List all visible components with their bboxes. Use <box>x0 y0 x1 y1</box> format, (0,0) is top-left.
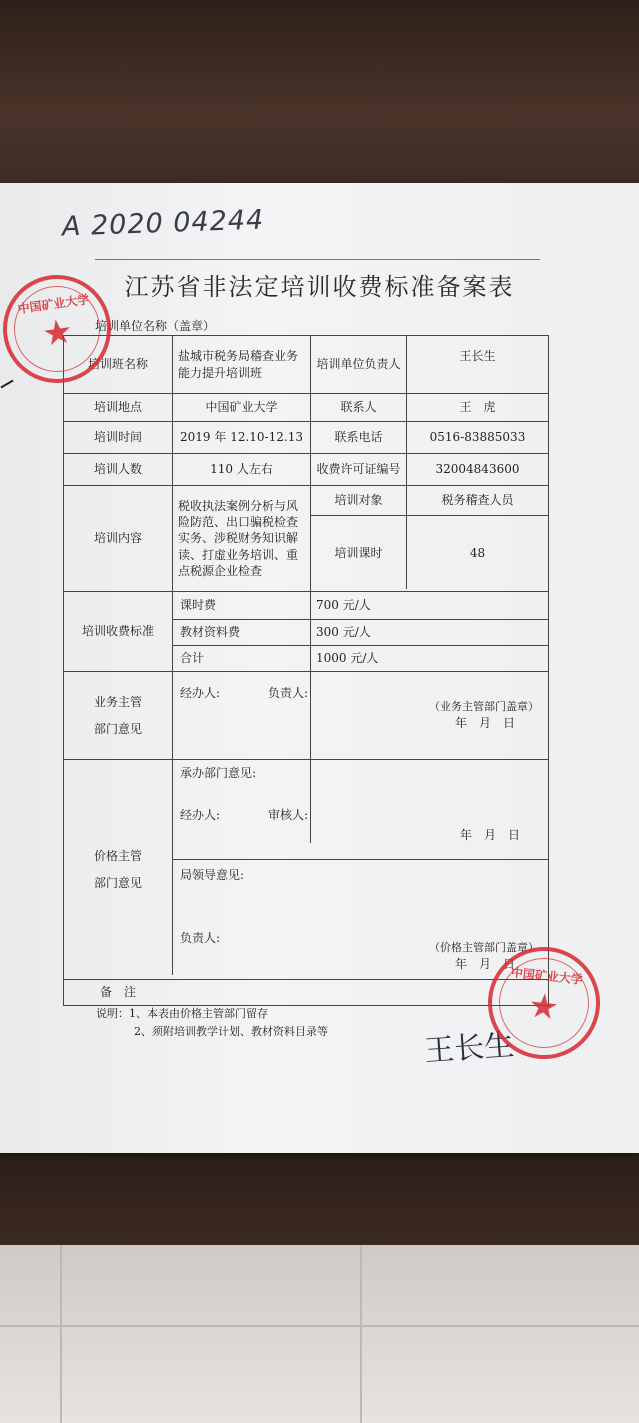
undertake-label: 承办部门意见: <box>180 765 257 780</box>
business-handler-label: 经办人: <box>180 685 221 700</box>
phone-value: 0516-83885033 <box>429 430 526 445</box>
license-value: 32004843600 <box>435 462 520 477</box>
contact-label: 联系人 <box>340 400 377 415</box>
location-value: 中国矿业大学 <box>205 400 278 415</box>
content-value: 税收执法案例分析与风险防范、出口骗税检查实务、涉税财务知识解读、打虚业务培训、重点税源企业检查 <box>178 499 299 578</box>
red-seal-bottom: 中国矿业大学 ★ <box>482 941 605 1064</box>
business-date: 年 月 日 <box>454 715 515 730</box>
phone-label: 联系电话 <box>334 430 383 445</box>
form-title: 江苏省非法定培训收费标准备案表 <box>124 273 515 301</box>
floor-background <box>0 1245 639 1423</box>
time-label: 培训时间 <box>93 430 142 445</box>
fee-label: 培训收费标准 <box>81 624 154 639</box>
leader-value: 王长生 <box>459 348 496 363</box>
fee-row-label: 合计 <box>180 651 205 666</box>
hours-value: 48 <box>469 546 486 561</box>
form-paper <box>0 183 639 1153</box>
price-date: 年 月 日 <box>454 956 515 971</box>
fee-row-value: 1000 元/人 <box>316 651 379 666</box>
leader-label: 培训单位负责人 <box>316 357 401 372</box>
corner-mark <box>0 380 13 389</box>
org-name-label: 培训单位名称（盖章） <box>95 319 216 333</box>
fee-row-label: 课时费 <box>180 598 217 613</box>
target-label: 培训对象 <box>334 493 383 508</box>
reviewer-label: 审核人: <box>268 807 309 822</box>
location-label: 培训地点 <box>93 400 142 415</box>
price-seal-note: （价格主管部门盖章） <box>429 940 539 954</box>
note-line: 说明：1、本表由价格主管部门留存 <box>96 1006 268 1020</box>
class-name-value: 盐城市税务局稽查业务能力提升培训班 <box>178 349 299 380</box>
fee-row-label: 教材资料费 <box>180 625 241 640</box>
class-name-label: 培训班名称 <box>87 357 148 372</box>
business-label-line2: 部门意见 <box>93 721 142 736</box>
bureau-label: 局领导意见: <box>180 867 245 882</box>
people-label: 培训人数 <box>93 462 142 477</box>
price-label-line2: 部门意见 <box>93 875 142 890</box>
desk-edge <box>0 1150 639 1250</box>
desk-background <box>0 0 639 190</box>
business-seal-note: （业务主管部门盖章） <box>429 699 539 713</box>
license-label: 收费许可证编号 <box>316 462 401 477</box>
contact-value: 王 虎 <box>459 400 496 415</box>
note-line: 2、须附培训教学计划、教材资料目录等 <box>134 1024 328 1038</box>
business-label-line1: 业务主管 <box>93 695 142 710</box>
content-label: 培训内容 <box>93 531 142 546</box>
time-value: 2019 年 12.10-12.13 <box>180 430 303 445</box>
handwritten-registration-number: A 2020 04244 <box>61 204 265 243</box>
undertake-date: 年 月 日 <box>459 827 520 842</box>
price-opinion-label <box>64 760 172 979</box>
people-value: 110 人左右 <box>210 462 273 477</box>
target-value: 税务稽查人员 <box>441 493 514 508</box>
handwritten-signature: 王长生 <box>423 1027 516 1070</box>
price-label-line1: 价格主管 <box>93 849 142 864</box>
fee-row-value: 300 元/人 <box>316 625 371 640</box>
price-handler-label: 经办人: <box>180 807 221 822</box>
business-opinion-label <box>64 672 172 759</box>
remark-label: 备 注 <box>99 985 136 1000</box>
fee-row-value: 700 元/人 <box>316 598 371 613</box>
bureau-responsible-label: 负责人: <box>180 930 221 945</box>
business-responsible-label: 负责人: <box>268 685 309 700</box>
red-seal-top: 中国矿业大学 ★ <box>0 268 118 390</box>
title-rule <box>95 259 540 260</box>
hours-label: 培训课时 <box>334 546 383 561</box>
